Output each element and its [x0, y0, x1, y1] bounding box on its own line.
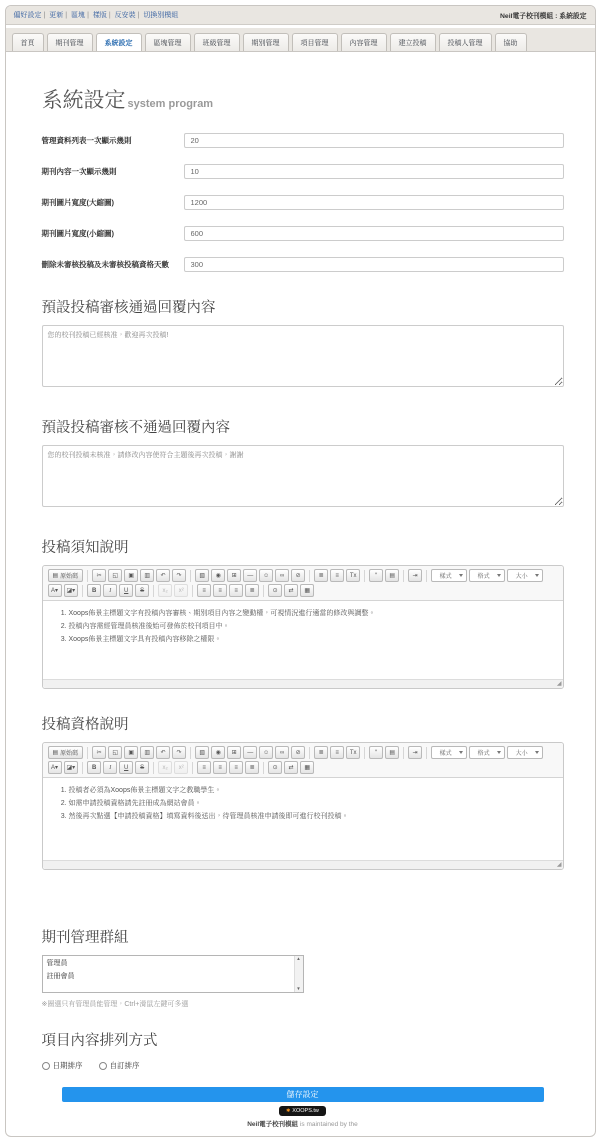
tab-home[interactable]: 首頁	[12, 33, 44, 51]
toolbar-glyph: ≡	[335, 572, 339, 579]
credit-text: is maintained by the	[299, 1121, 358, 1128]
editor-bottom-bar	[43, 860, 563, 869]
toolbar-separator	[190, 747, 191, 759]
link-separator: |	[87, 12, 89, 19]
toolbar-separator	[190, 570, 191, 582]
toolbar-glyph: ▤	[389, 750, 396, 756]
sort-heading: 項目內容排列方式	[41, 1033, 158, 1049]
toolbar-glyph: ↷	[176, 573, 182, 579]
toolbar-glyph: ▤	[52, 573, 59, 579]
field-row	[42, 257, 564, 272]
find-icon[interactable]	[268, 584, 282, 597]
bold-button[interactable]	[87, 584, 101, 597]
toolbar-separator	[192, 762, 193, 774]
flash-icon[interactable]	[211, 569, 225, 582]
toolbar-glyph: S	[140, 764, 145, 771]
toolbar-glyph: ≣	[249, 588, 255, 594]
toolbar-separator	[263, 585, 264, 597]
numbered-list-icon[interactable]	[314, 569, 328, 582]
bulleted-list-icon[interactable]	[330, 746, 344, 759]
editor-bottom-bar	[43, 679, 563, 688]
toolbar-separator	[87, 747, 88, 759]
field-label: 期刊圖片寬度(小縮圖)	[41, 229, 114, 238]
tab-contributor-manage[interactable]: 投稿人管理	[439, 33, 492, 51]
toolbar-label: 樣式	[439, 574, 452, 580]
tab-class-manage[interactable]: 班級管理	[194, 33, 240, 51]
subscript-button[interactable]	[158, 584, 172, 597]
remove-format-icon[interactable]	[346, 746, 360, 759]
select-all-icon[interactable]	[300, 761, 314, 774]
qualify-editor	[42, 742, 564, 870]
field-label: 期刊圖片寬度(大縮圖)	[41, 198, 114, 207]
toolbar-glyph: Tx	[349, 749, 357, 756]
toolbar-glyph: ≣	[249, 765, 255, 771]
field-input[interactable]	[184, 226, 564, 241]
toolbar-glyph: ▥	[144, 750, 151, 756]
radio-date-sort[interactable]	[42, 1060, 83, 1071]
format-dropdown[interactable]	[469, 746, 505, 759]
toolbar-label: 格式	[477, 751, 490, 757]
toolbar-glyph: x₂	[162, 764, 168, 771]
field-input[interactable]	[184, 195, 564, 210]
tab-journal-manage[interactable]: 期刊管理	[47, 33, 93, 51]
toolbar-glyph: ⇄	[288, 588, 294, 594]
chevron-down-icon	[459, 751, 463, 754]
paste-icon[interactable]	[124, 746, 138, 759]
notice-list	[49, 609, 557, 646]
smiley-icon[interactable]	[259, 569, 273, 582]
horizontal-rule-icon[interactable]	[243, 746, 257, 759]
credit-module-name: Neil電子校刊模組	[247, 1121, 299, 1128]
bold-button[interactable]	[87, 761, 101, 774]
group-option[interactable]: 註冊會員	[46, 972, 75, 980]
chevron-down-icon	[535, 574, 539, 577]
toolbar-glyph: ⊞	[231, 750, 237, 756]
find-icon[interactable]	[268, 761, 282, 774]
toolbar-glyph: ⊘	[295, 750, 301, 756]
qualify-editor-body[interactable]	[43, 778, 563, 860]
toolbar-glyph: ⊙	[272, 765, 278, 771]
editor-toolbar	[43, 566, 563, 601]
toolbar-glyph: A▾	[50, 765, 58, 771]
toolbar-glyph: ◪▾	[66, 588, 76, 594]
smiley-icon[interactable]	[259, 746, 273, 759]
editor-toolbar	[43, 743, 563, 778]
numbered-list-icon[interactable]	[314, 746, 328, 759]
redo-icon[interactable]	[172, 746, 186, 759]
table-icon[interactable]	[227, 746, 241, 759]
reply-fail-textarea[interactable]	[42, 445, 564, 507]
toolbar-glyph: ✂	[96, 750, 102, 756]
toolbar-separator	[153, 585, 154, 597]
toolbar-glyph: ◉	[215, 750, 221, 756]
scroll-up-icon[interactable]: ▲	[296, 956, 301, 961]
chevron-down-icon	[535, 751, 539, 754]
admin-page	[5, 5, 596, 1137]
link-icon[interactable]	[275, 569, 289, 582]
toolbar-glyph: ≡	[234, 587, 238, 594]
main-content	[6, 52, 595, 1128]
toolbar-glyph: ⊞	[231, 573, 237, 579]
italic-button[interactable]	[103, 761, 117, 774]
toolbar-glyph: ▧	[199, 573, 206, 579]
admin-link[interactable]: 反安裝	[114, 12, 136, 19]
horizontal-rule-icon[interactable]	[243, 569, 257, 582]
toolbar-glyph: ◪▾	[66, 765, 76, 771]
resize-grip-icon[interactable]: ◢	[556, 862, 562, 868]
superscript-button[interactable]	[174, 761, 188, 774]
toolbar-glyph: x₂	[162, 587, 168, 594]
toolbar-row-1	[47, 569, 559, 582]
tab-help[interactable]: 協助	[495, 33, 527, 51]
bg-color-button[interactable]	[64, 761, 79, 774]
toolbar-glyph: ≡	[218, 587, 222, 594]
remove-format-icon[interactable]	[346, 569, 360, 582]
copy-icon[interactable]	[108, 746, 122, 759]
align-right-icon[interactable]	[229, 761, 243, 774]
credit-line	[42, 1119, 564, 1128]
indent-icon[interactable]	[408, 569, 422, 582]
toolbar-glyph: ✂	[96, 573, 102, 579]
toolbar-glyph: B	[92, 587, 97, 594]
toolbar-separator	[82, 585, 83, 597]
bulleted-list-icon[interactable]	[330, 569, 344, 582]
toolbar-glyph: ∞	[280, 749, 285, 756]
toolbar-glyph: ≣	[318, 573, 324, 579]
xoops-badge-label: XOOPS.tw	[292, 1108, 319, 1114]
toolbar-glyph: Tx	[349, 572, 357, 579]
undo-icon[interactable]	[156, 746, 170, 759]
qualify-heading: 投稿資格說明	[41, 717, 129, 733]
tab-item-manage[interactable]: 項目管理	[292, 33, 338, 51]
radio-circle-icon	[99, 1062, 107, 1070]
field-row	[42, 133, 564, 148]
toolbar-separator	[309, 570, 310, 582]
table-icon[interactable]	[227, 569, 241, 582]
toolbar-separator	[364, 570, 365, 582]
field-input[interactable]	[184, 133, 564, 148]
chevron-down-icon	[497, 574, 501, 577]
image-icon[interactable]	[195, 746, 209, 759]
admin-link[interactable]: 更新	[49, 12, 64, 19]
source-button[interactable]	[48, 569, 84, 582]
chevron-down-icon	[459, 574, 463, 577]
toolbar-separator	[309, 747, 310, 759]
toolbar-glyph: ⊘	[295, 573, 301, 579]
select-scrollbar[interactable]	[294, 956, 303, 992]
toolbar-separator	[87, 570, 88, 582]
select-all-icon[interactable]	[300, 584, 314, 597]
radio-custom-sort[interactable]	[99, 1060, 140, 1071]
toolbar-glyph: ▦	[304, 765, 311, 771]
size-dropdown[interactable]	[507, 569, 543, 582]
toolbar-glyph: ≡	[218, 764, 222, 771]
notice-editor	[42, 565, 564, 689]
align-justify-icon[interactable]	[245, 761, 259, 774]
admin-link[interactable]: 偏好設定	[13, 12, 42, 19]
toolbar-separator	[82, 762, 83, 774]
flash-icon[interactable]	[211, 746, 225, 759]
toolbar-glyph: A▾	[50, 588, 58, 594]
toolbar-separator	[426, 747, 427, 759]
size-dropdown[interactable]	[507, 746, 543, 759]
tab-block-manage[interactable]: 區塊管理	[145, 33, 191, 51]
reply-pass-textarea[interactable]	[42, 325, 564, 387]
notice-editor-body[interactable]	[43, 601, 563, 679]
styles-dropdown[interactable]	[431, 569, 467, 582]
toolbar-label: 原始碼	[60, 574, 79, 580]
toolbar-glyph: ▣	[128, 573, 135, 579]
text-color-button[interactable]	[48, 584, 62, 597]
align-left-icon[interactable]	[197, 584, 211, 597]
format-dropdown[interactable]	[469, 569, 505, 582]
page-title	[42, 78, 564, 115]
align-center-icon[interactable]	[213, 584, 227, 597]
admin-link[interactable]: 樣版	[92, 12, 107, 19]
admin-link[interactable]: 切換別模組	[143, 12, 179, 19]
italic-button[interactable]	[103, 584, 117, 597]
tab-issue-manage[interactable]: 期別管理	[243, 33, 289, 51]
toolbar-glyph: ☺	[263, 572, 270, 579]
toolbar-label: 樣式	[439, 751, 452, 757]
notice-heading: 投稿須知說明	[41, 540, 129, 556]
page-title-en: system program	[127, 98, 214, 110]
toolbar-glyph: “	[375, 749, 378, 756]
toolbar-glyph: U	[124, 764, 129, 771]
unlink-icon[interactable]	[291, 569, 305, 582]
undo-icon[interactable]	[156, 569, 170, 582]
toolbar-glyph: ⊙	[272, 588, 278, 594]
field-row	[42, 195, 564, 210]
toolbar-glyph: ↶	[160, 573, 166, 579]
div-container-icon[interactable]	[385, 569, 399, 582]
toolbar-row-1	[47, 746, 559, 759]
align-center-icon[interactable]	[213, 761, 227, 774]
field-label: 管理資料列表一次顯示幾則	[41, 136, 132, 145]
module-breadcrumb: Neil電子校刊模組 : 系統設定	[500, 13, 587, 20]
qualify-list-item: 2. 如需申請投稿資格請先註冊成為網站會員。	[69, 799, 557, 810]
sort-radio-group	[42, 1060, 564, 1071]
toolbar-glyph: ≡	[202, 587, 206, 594]
notice-list-item: 3. Xoops佈景主標題文字具有投稿內容移除之權限。	[69, 635, 557, 646]
reply-fail-heading: 預設投稿審核不通過回覆內容	[41, 420, 230, 436]
xoops-badge[interactable]	[279, 1106, 326, 1116]
tab-content-manage[interactable]: 內容管理	[341, 33, 387, 51]
underline-button[interactable]	[119, 584, 133, 597]
source-button[interactable]	[48, 746, 84, 759]
image-icon[interactable]	[195, 569, 209, 582]
notice-list-item: 2. 投稿內容需經管理員核准後始可發佈於校刊項目中。	[69, 622, 557, 633]
xoops-star-icon: ✱	[286, 1108, 291, 1114]
radio-label: 自訂排序	[109, 1061, 140, 1070]
copy-icon[interactable]	[108, 569, 122, 582]
toolbar-glyph: ↷	[176, 750, 182, 756]
save-button[interactable]: 儲存設定	[62, 1087, 544, 1102]
paste-text-icon[interactable]	[140, 569, 154, 582]
toolbar-glyph: ↶	[160, 750, 166, 756]
toolbar-row-2	[47, 761, 559, 774]
page-title-zh: 系統設定	[41, 89, 126, 112]
group-option[interactable]: 管理員	[46, 959, 68, 967]
toolbar-glyph: I	[109, 764, 112, 771]
field-label: 刪除未審核投稿及未審核投稿資格天數	[41, 260, 169, 269]
toolbar-glyph: ⇥	[412, 750, 418, 756]
radio-circle-icon	[42, 1062, 50, 1070]
resize-grip-icon[interactable]: ◢	[556, 681, 562, 687]
toolbar-glyph: x²	[178, 764, 184, 771]
toolbar-glyph: ―	[247, 749, 254, 756]
settings-fields	[42, 133, 564, 272]
redo-icon[interactable]	[172, 569, 186, 582]
notice-list-item: 1. Xoops佈景主標題文字有投稿內容審核、期別項目內容之變動權，可視情況進行適當的修改與調整。	[69, 609, 557, 620]
groups-multiselect[interactable]	[42, 955, 304, 993]
groups-note: ※圈選只有管理員能管理，Ctrl+滑鼠左鍵可多選	[41, 1001, 189, 1008]
toolbar-row-2	[47, 584, 559, 597]
bg-color-button[interactable]	[64, 584, 79, 597]
toolbar-glyph: ☺	[263, 749, 270, 756]
toolbar-glyph: I	[109, 587, 112, 594]
paste-text-icon[interactable]	[140, 746, 154, 759]
toolbar-separator	[364, 747, 365, 759]
toolbar-glyph: U	[124, 587, 129, 594]
tab-system-settings[interactable]: 系統設定	[96, 33, 142, 51]
blockquote-icon[interactable]	[369, 569, 383, 582]
align-justify-icon[interactable]	[245, 584, 259, 597]
qualify-list-item: 3. 然後再次點選【申請投稿資格】填寫資料後送出，待管理員核准申請後即可進行校刊投稿。	[69, 812, 557, 823]
cut-icon[interactable]	[92, 746, 106, 759]
field-input[interactable]	[184, 164, 564, 179]
toolbar-label: 原始碼	[60, 751, 79, 757]
toolbar-glyph: ▣	[128, 750, 135, 756]
toolbar-glyph: ≣	[318, 750, 324, 756]
qualify-list-item: 1. 投稿者必須為Xoops佈景主標題文字之教職學生。	[69, 786, 557, 797]
toolbar-glyph: ∞	[280, 572, 285, 579]
toolbar-glyph: ⇥	[412, 573, 418, 579]
link-separator: |	[65, 12, 68, 19]
align-left-icon[interactable]	[197, 761, 211, 774]
replace-icon[interactable]	[284, 761, 298, 774]
toolbar-glyph: ◱	[112, 750, 119, 756]
toolbar-label: 大小	[515, 574, 528, 580]
toolbar-separator	[153, 762, 154, 774]
toolbar-glyph: ≡	[234, 764, 238, 771]
toolbar-label: 大小	[515, 751, 528, 757]
link-separator: |	[137, 12, 140, 19]
toolbar-separator	[403, 570, 404, 582]
toolbar-glyph: ▥	[144, 573, 151, 579]
subscript-button[interactable]	[158, 761, 172, 774]
toolbar-glyph: S	[140, 587, 145, 594]
toolbar-glyph: ▦	[304, 588, 311, 594]
toolbar-glyph: B	[92, 764, 97, 771]
replace-icon[interactable]	[284, 584, 298, 597]
toolbar-glyph: ≡	[202, 764, 206, 771]
field-row	[42, 164, 564, 179]
link-separator: |	[108, 12, 111, 19]
underline-button[interactable]	[119, 761, 133, 774]
toolbar-glyph: ▤	[389, 573, 396, 579]
styles-dropdown[interactable]	[431, 746, 467, 759]
chevron-down-icon	[497, 751, 501, 754]
paste-icon[interactable]	[124, 569, 138, 582]
div-container-icon[interactable]	[385, 746, 399, 759]
toolbar-separator	[192, 585, 193, 597]
link-icon[interactable]	[275, 746, 289, 759]
admin-links	[14, 10, 179, 20]
toolbar-glyph: ▧	[199, 750, 206, 756]
toolbar-separator	[263, 762, 264, 774]
align-right-icon[interactable]	[229, 584, 243, 597]
cut-icon[interactable]	[92, 569, 106, 582]
text-color-button[interactable]	[48, 761, 62, 774]
toolbar-glyph: ―	[247, 572, 254, 579]
toolbar-separator	[403, 747, 404, 759]
groups-option-list	[43, 956, 303, 982]
reply-pass-heading: 預設投稿審核通過回覆內容	[41, 300, 216, 316]
toolbar-glyph: ▤	[52, 750, 59, 756]
field-input[interactable]	[184, 257, 564, 272]
superscript-button[interactable]	[174, 584, 188, 597]
toolbar-separator	[426, 570, 427, 582]
toolbar-glyph: ◱	[112, 573, 119, 579]
toolbar-glyph: ⇄	[288, 765, 294, 771]
admin-bar	[6, 6, 595, 25]
toolbar-glyph: ◉	[215, 573, 221, 579]
strikethrough-button[interactable]	[135, 761, 149, 774]
field-row	[42, 226, 564, 241]
field-label: 期刊內容一次顯示幾則	[41, 167, 117, 176]
indent-icon[interactable]	[408, 746, 422, 759]
tab-strip	[6, 28, 595, 52]
qualify-list	[49, 786, 557, 823]
scroll-down-icon[interactable]: ▼	[296, 986, 301, 991]
unlink-icon[interactable]	[291, 746, 305, 759]
blockquote-icon[interactable]	[369, 746, 383, 759]
tab-create-submission[interactable]: 建立投稿	[390, 33, 436, 51]
admin-link[interactable]: 區塊	[71, 12, 86, 19]
toolbar-glyph: x²	[178, 587, 184, 594]
radio-label: 日期排序	[52, 1061, 83, 1070]
groups-heading: 期刊管理群組	[41, 930, 129, 946]
toolbar-glyph: “	[375, 572, 378, 579]
link-separator: |	[43, 12, 46, 19]
toolbar-label: 格式	[477, 574, 490, 580]
strikethrough-button[interactable]	[135, 584, 149, 597]
toolbar-glyph: ≡	[335, 749, 339, 756]
